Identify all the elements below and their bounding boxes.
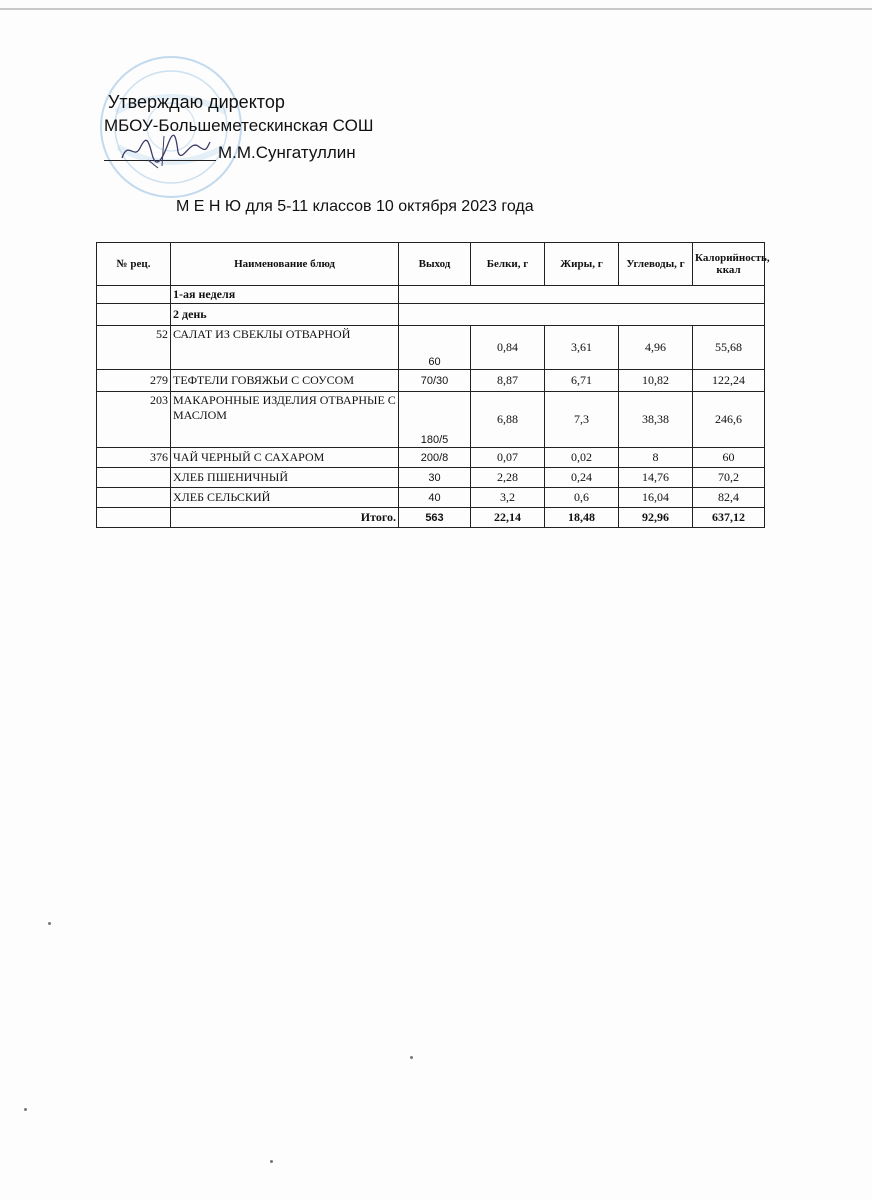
table-row <box>97 468 765 488</box>
col-header-fat: Жиры, г <box>545 243 619 286</box>
dish-carbs: 16,04 <box>619 488 693 508</box>
dish-name: ХЛЕБ СЕЛЬСКИЙ <box>171 488 399 508</box>
dish-name: ХЛЕБ ПШЕНИЧНЫЙ <box>171 468 399 488</box>
table-row <box>97 448 765 468</box>
day-label: 2 день <box>171 304 399 326</box>
total-carbs: 92,96 <box>619 508 693 528</box>
dish-protein: 0,84 <box>471 326 545 370</box>
total-kcal: 637,12 <box>693 508 765 528</box>
dish-kcal: 70,2 <box>693 468 765 488</box>
table-row <box>97 326 765 370</box>
col-header-carbs: Углеводы, г <box>619 243 693 286</box>
dish-name: САЛАТ ИЗ СВЕКЛЫ ОТВАРНОЙ <box>171 326 399 370</box>
table-header-row <box>97 243 765 286</box>
scan-speck <box>24 1108 27 1111</box>
dish-kcal: 122,24 <box>693 370 765 392</box>
menu-title: М Е Н Ю для 5-11 классов 10 октября 2023 года <box>176 198 534 215</box>
table-row <box>97 370 765 392</box>
dish-carbs: 8 <box>619 448 693 468</box>
col-header-kcal: Калорийность, ккал <box>693 243 765 286</box>
dish-yield: 40 <box>399 488 471 508</box>
dish-fat: 0,02 <box>545 448 619 468</box>
dish-protein: 6,88 <box>471 392 545 448</box>
total-protein: 22,14 <box>471 508 545 528</box>
table-row <box>97 488 765 508</box>
dish-protein: 3,2 <box>471 488 545 508</box>
dish-carbs: 38,38 <box>619 392 693 448</box>
dish-fat: 0,6 <box>545 488 619 508</box>
total-row <box>97 508 765 528</box>
dish-kcal: 246,6 <box>693 392 765 448</box>
col-header-yield: Выход <box>399 243 471 286</box>
total-fat: 18,48 <box>545 508 619 528</box>
dish-carbs: 14,76 <box>619 468 693 488</box>
table-row <box>97 392 765 448</box>
scan-speck <box>410 1056 413 1059</box>
recipe-number <box>97 468 171 488</box>
total-label: Итого. <box>171 508 399 528</box>
dish-fat: 0,24 <box>545 468 619 488</box>
recipe-number <box>97 488 171 508</box>
dish-name: ЧАЙ ЧЕРНЫЙ С САХАРОМ <box>171 448 399 468</box>
recipe-number: 203 <box>97 392 171 448</box>
dish-fat: 6,71 <box>545 370 619 392</box>
dish-carbs: 10,82 <box>619 370 693 392</box>
dish-carbs: 4,96 <box>619 326 693 370</box>
dish-yield: 180/5 <box>399 392 471 448</box>
week-label: 1-ая неделя <box>171 286 399 304</box>
recipe-number: 376 <box>97 448 171 468</box>
approval-organization: МБОУ-Большеметескинская СОШ <box>104 116 374 135</box>
scan-speck <box>48 922 51 925</box>
recipe-number: 52 <box>97 326 171 370</box>
dish-kcal: 82,4 <box>693 488 765 508</box>
week-row <box>97 286 765 304</box>
dish-kcal: 60 <box>693 448 765 468</box>
dish-yield: 60 <box>399 326 471 370</box>
col-header-protein: Белки, г <box>471 243 545 286</box>
dish-protein: 2,28 <box>471 468 545 488</box>
total-yield: 563 <box>399 508 471 528</box>
dish-protein: 8,87 <box>471 370 545 392</box>
director-name: М.М.Сунгатуллин <box>218 143 356 162</box>
dish-yield: 70/30 <box>399 370 471 392</box>
dish-yield: 200/8 <box>399 448 471 468</box>
dish-fat: 3,61 <box>545 326 619 370</box>
signature-icon <box>118 130 214 170</box>
dish-name: МАКАРОННЫЕ ИЗДЕЛИЯ ОТВАРНЫЕ С МАСЛОМ <box>171 392 399 448</box>
dish-protein: 0,07 <box>471 448 545 468</box>
scan-speck <box>270 1160 273 1163</box>
col-header-recipe: № рец. <box>97 243 171 286</box>
dish-name: ТЕФТЕЛИ ГОВЯЖЬИ С СОУСОМ <box>171 370 399 392</box>
dish-fat: 7,3 <box>545 392 619 448</box>
approval-title: Утверждаю директор <box>108 92 285 112</box>
menu-table <box>96 242 770 528</box>
col-header-dish: Наименование блюд <box>171 243 399 286</box>
scan-top-edge <box>0 8 872 10</box>
dish-kcal: 55,68 <box>693 326 765 370</box>
recipe-number: 279 <box>97 370 171 392</box>
dish-yield: 30 <box>399 468 471 488</box>
day-row <box>97 304 765 326</box>
